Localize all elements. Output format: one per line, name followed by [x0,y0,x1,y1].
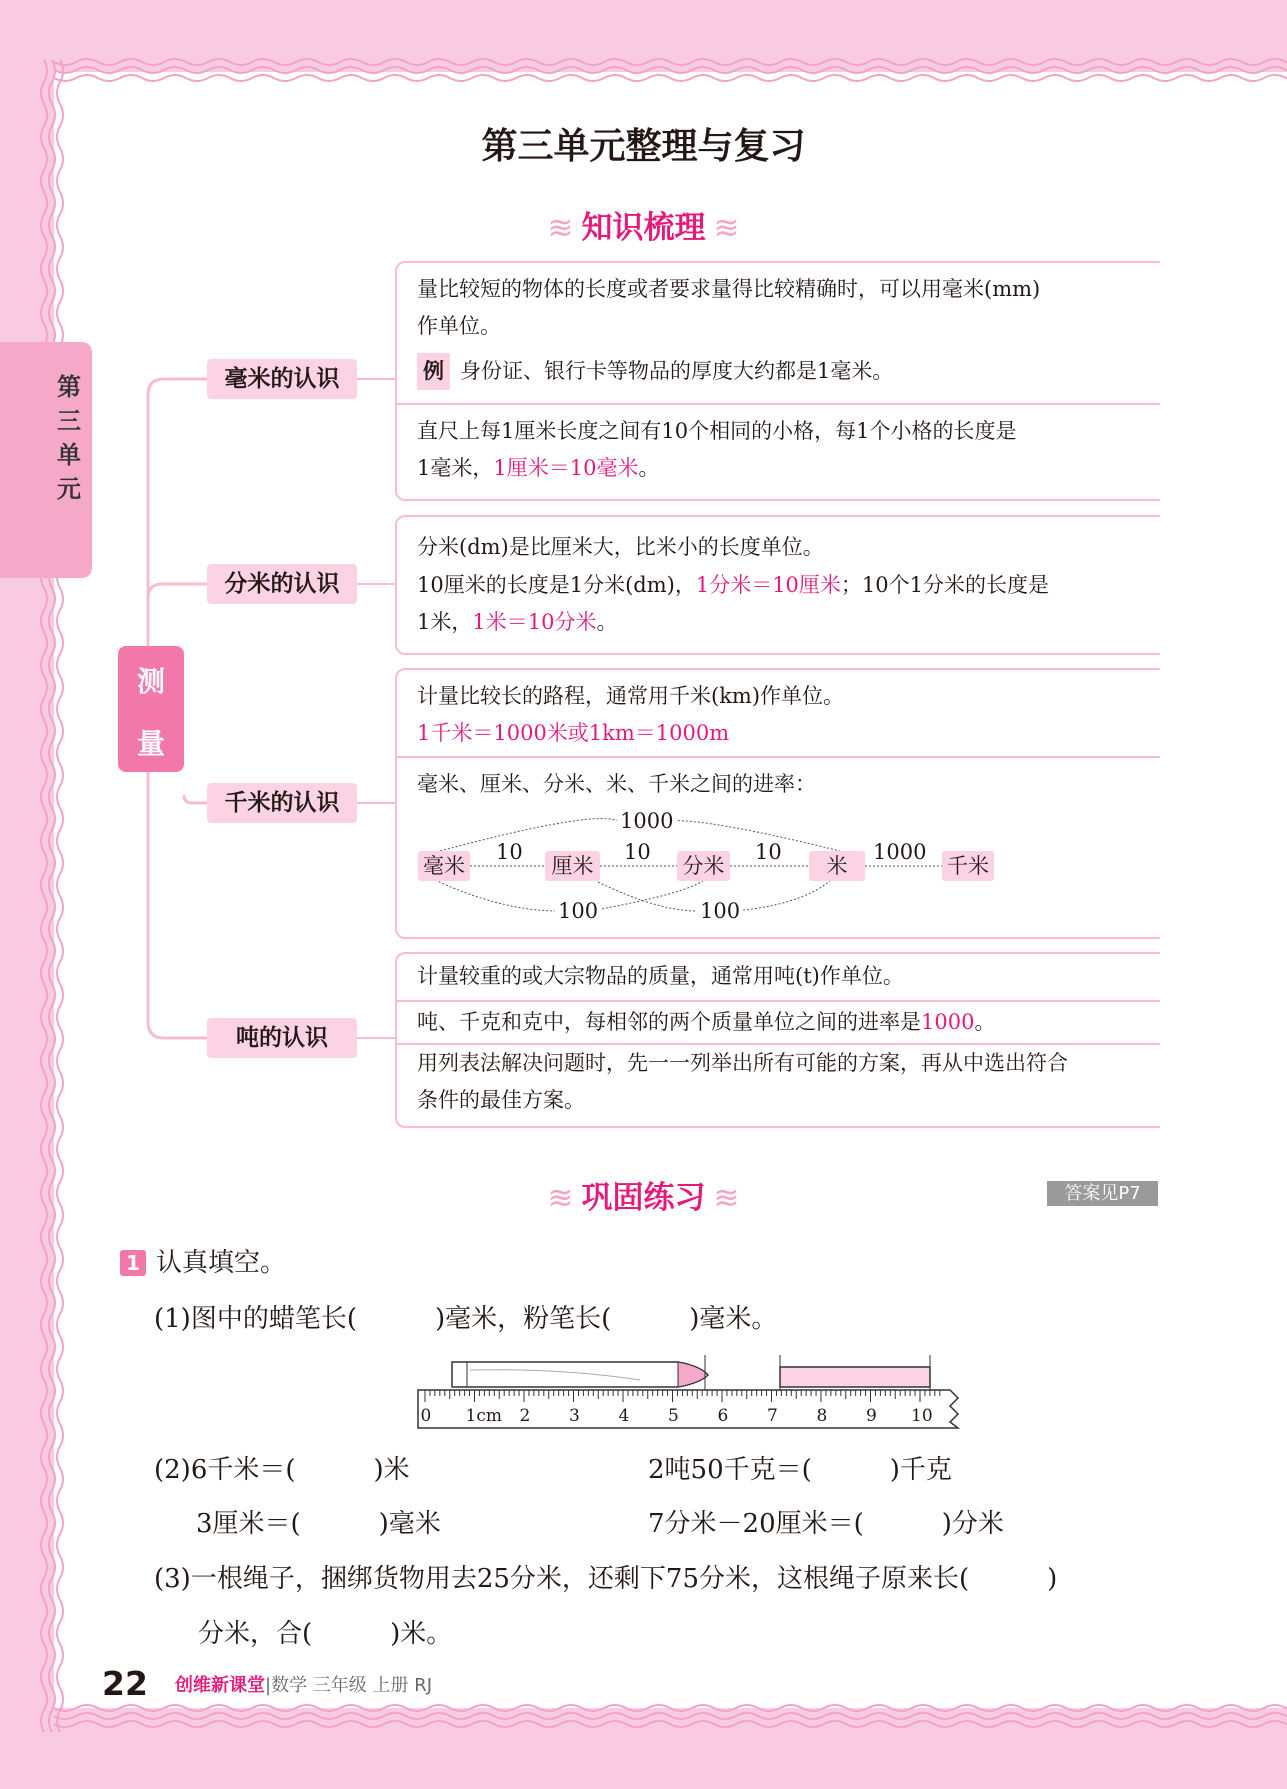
km-line-3: 毫米、厘米、分米、米、千米之间的进率： [417,772,816,796]
t-line-3: 用列表法解决问题时，先一一列举出所有可能的方案，再从中选出符合 [417,1051,1068,1075]
ruler-label: 3 [569,1406,580,1426]
footer-brand: 创维新课堂 [175,1675,265,1696]
ruler-label: 10 [911,1406,933,1426]
ruler-label: 5 [668,1406,679,1426]
mm-key-fact: 1厘米＝10毫米 [493,456,639,480]
mm-line-4: 1毫米，1厘米＝10毫米。 [417,456,660,480]
node-ton: 吨的认识 [207,1018,357,1058]
footer-separator: | [265,1675,272,1696]
footer-info [175,1674,432,1698]
crayon-icon [452,1362,708,1387]
node-decimeter: 分米的认识 [207,564,357,604]
wave-right-icon: ≋ [713,1180,740,1216]
km-line-2: 1千米＝1000米或1km＝1000m [417,721,730,745]
rate-mm-cm-dm: 100 [555,898,601,924]
question-number-badge: 1 [120,1250,146,1276]
wave-left-icon: ≋ [547,1180,574,1216]
dm-line-1: 分米(dm)是比厘米大，比米小的长度单位。 [417,535,824,559]
question-2c: 3厘米＝( )毫米 [196,1509,441,1539]
question-3a: (3)一根绳子，捆绑货物用去25分米，还剩下75分米，这根绳子原来长( ) [154,1564,1058,1594]
question-2b: 2吨50千克＝( )千克 [648,1455,952,1485]
example-tag: 例 [417,353,450,390]
question-2a: (2)6千米＝( )米 [154,1455,410,1485]
unit-centimeter: 厘米 [545,851,600,881]
ruler-label: 6 [717,1406,729,1426]
unit-decimeter: 分米 [677,851,730,881]
mm-example: 例 身份证、银行卡等物品的厚度大约都是1毫米。 [417,353,1160,390]
t-key-fact: 1000 [921,1010,975,1034]
mm-line-2: 作单位。 [417,314,501,338]
dm-key-fact-2: 1米＝10分米 [472,610,597,634]
mm-line-1: 量比较短的物体的长度或者要求量得比较精确时，可以用毫米(mm) [417,277,1041,301]
footer-details: 数学 三年级 上册 RJ [271,1675,433,1696]
ruler-label: 9 [866,1406,877,1426]
question-2d: 7分米－20厘米＝( )分米 [648,1509,1004,1539]
rate-dm-m: 10 [755,840,782,864]
rate-cm-m: 100 [697,898,743,924]
rate-mm-dm: 1000 [617,808,676,834]
ruler-label: 4 [618,1406,630,1426]
rate-cm-dm: 10 [624,840,651,864]
unit-meter: 米 [809,851,865,881]
rate-m-km: 1000 [873,840,927,864]
section-knowledge-label: 知识梳理 [581,210,706,246]
unit-kilometer: 千米 [942,851,994,881]
question-title: 认真填空。 [156,1248,287,1278]
dm-line-3: 1米，1米＝10分米。 [417,610,618,634]
dm-key-fact-1: 1分米＝10厘米 [695,573,841,597]
ruler-label: 1cm [465,1406,502,1426]
wave-left-icon: ≋ [547,210,574,246]
root-char-2: 量 [136,727,165,760]
unit-millimeter: 毫米 [418,851,470,881]
ruler-label: 2 [519,1406,531,1426]
mm-line-3: 直尺上每1厘米长度之间有10个相同的小格，每1个小格的长度是 [417,419,1017,443]
section-practice-label: 巩固练习 [581,1180,706,1216]
t-line-1: 计量较重的或大宗物品的质量，通常用吨(t)作单位。 [417,964,904,988]
km-line-1: 计量比较长的路程，通常用千米(km)作单位。 [417,684,845,708]
t-line-2: 吨、千克和克中，每相邻的两个质量单位之间的进率是1000。 [417,1010,996,1034]
answer-reference-badge: 答案见P7 [1047,1181,1158,1206]
chalk-icon [780,1367,930,1387]
rate-mm-cm: 10 [496,840,523,864]
question-1: (1)图中的蜡笔长( )毫米，粉笔长( )毫米。 [154,1304,778,1334]
root-char-1: 测 [136,665,165,698]
ruler-label: 8 [816,1406,828,1426]
side-tab-label: 第三单元 [57,373,81,503]
ruler-label: 0 [420,1406,432,1426]
node-kilometer: 千米的认识 [207,783,357,823]
page-title: 第三单元整理与复习 [481,126,806,167]
t-line-4: 条件的最佳方案。 [417,1088,585,1112]
page-number: 22 [102,1664,148,1703]
dm-line-2: 10厘米的长度是1分米(dm)，1分米＝10厘米；10个1分米的长度是 [417,573,1050,597]
ruler-label: 7 [767,1406,778,1426]
question-3b: 分米，合( )米。 [198,1619,453,1649]
wave-right-icon: ≋ [713,210,740,246]
node-millimeter: 毫米的认识 [207,359,357,399]
